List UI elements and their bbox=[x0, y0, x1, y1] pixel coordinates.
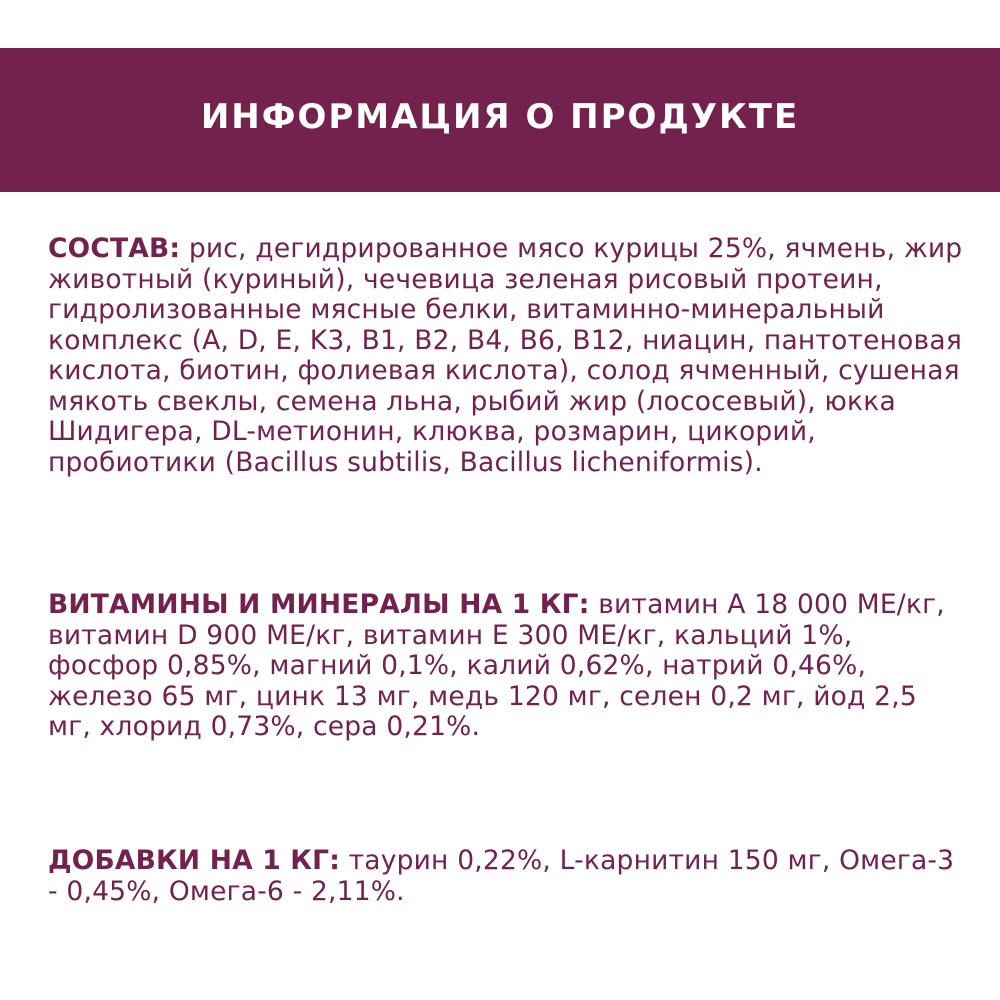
additives-label: ДОБАВКИ НА 1 КГ: bbox=[48, 845, 341, 876]
vitamins-section bbox=[48, 590, 968, 743]
composition-label: СОСТАВ: bbox=[48, 233, 181, 264]
additives-section bbox=[48, 846, 968, 907]
vitamins-label: ВИТАМИНЫ И МИНЕРАЛЫ НА 1 КГ: bbox=[48, 589, 590, 620]
additives-text: таурин 0,22%, L-карнитин 150 мг, Омега-3 - 0,45%, Омега-6 - 2,11%. bbox=[48, 845, 955, 907]
header-banner bbox=[0, 48, 1000, 192]
page-title: ИНФОРМАЦИЯ О ПРОДУКТЕ bbox=[200, 97, 800, 137]
composition-text: рис, дегидрированное мясо курицы 25%, ячмень, жир животный (куриный), чечевица зеленая рисовый протеин, гидролизованные мясные белки, витаминно-минеральный комплекс (A, D, E, K3, B1, B2, B4, B6, B12, ниацин, пантотеновая кислота, биотин, фолиевая кислота), солод ячменный, сушеная мякоть свеклы, семена льна, рыбий жир (лососевый), юкка Шидигера, DL-метионин, клюква, розмарин, цикорий, пробиотики (Bacillus subtilis, Bacillus licheniformis). bbox=[48, 233, 963, 478]
composition-section bbox=[48, 234, 968, 478]
vitamins-text: витамин A 18 000 МЕ/кг, витамин D 900 МЕ/кг, витамин E 300 МЕ/кг, кальций 1%, фосфор 0,85%, магний 0,1%, калий 0,62%, натрий 0,46%, железо 65 мг, цинк 13 мг, медь 120 мг, селен 0,2 мг, йод 2,5 мг, хлорид 0,73%, сера 0,21%. bbox=[48, 589, 945, 742]
